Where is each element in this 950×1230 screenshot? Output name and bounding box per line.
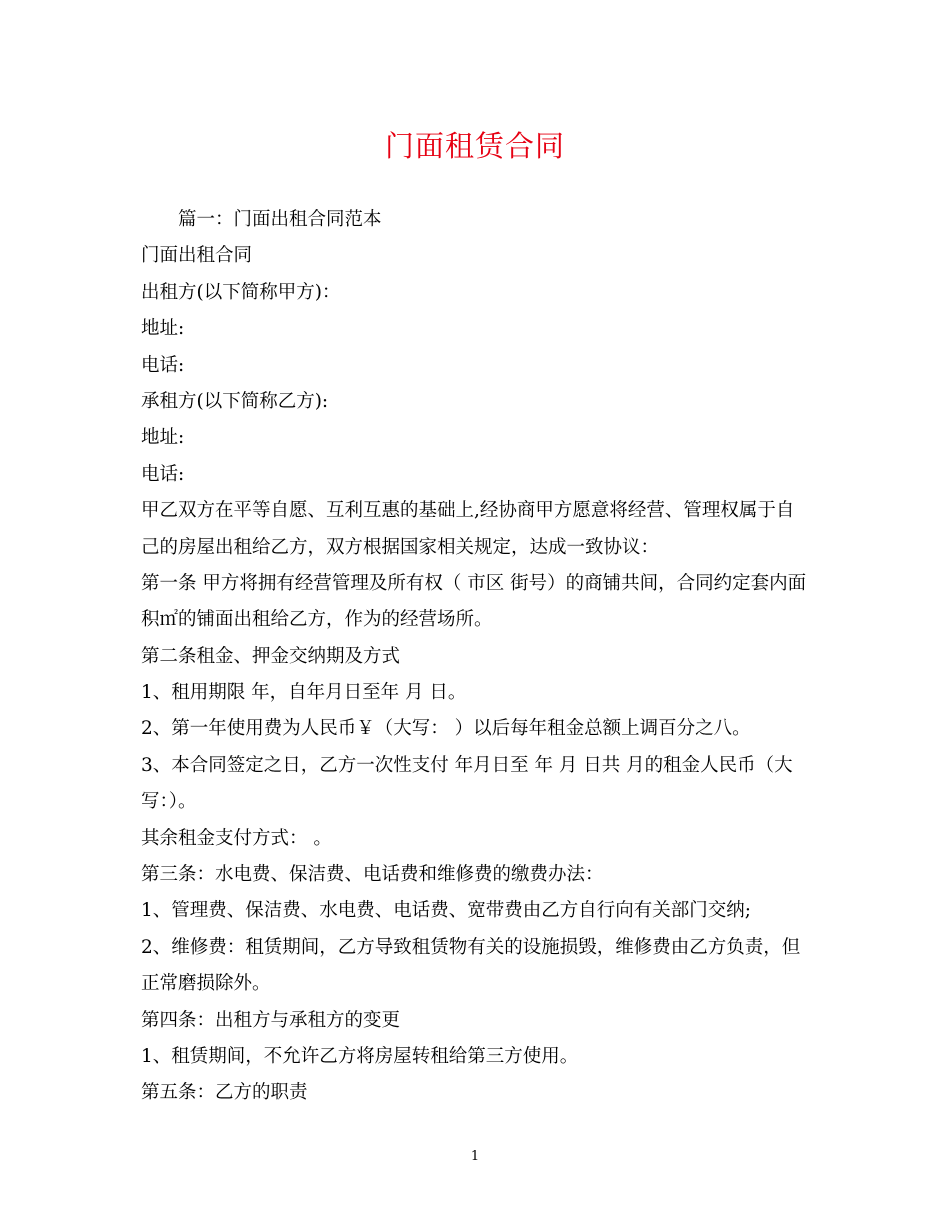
paragraph-line: 己的房屋出租给乙方，双方根据国家相关规定，达成一致协议： xyxy=(141,536,660,558)
clause-line: 1、租用期限 年，自年月日至年 月 日。 xyxy=(141,682,467,704)
document-title: 门面租赁合同 xyxy=(384,129,565,163)
lessee-address-label: 地址: xyxy=(141,427,185,449)
article-heading: 第四条：出租方与承租方的变更 xyxy=(141,1009,401,1031)
lessor-label: 出租方(以下简称甲方)： xyxy=(141,281,341,303)
article-heading: 第三条：水电费、保洁费、电话费和维修费的缴费办法： xyxy=(141,864,604,886)
document-body xyxy=(141,202,811,1112)
article-line: 第一条 甲方将拥有经营管理及所有权（ 市区 街号）的商铺共间，合同约定套内面 xyxy=(141,572,807,594)
article-line: 积㎡的铺面出租给乙方，作为的经营场所。 xyxy=(141,609,493,631)
clause-line: 1、租赁期间，不允许乙方将房屋转租给第三方使用。 xyxy=(141,1045,579,1067)
section-heading: 篇一：门面出租合同范本 xyxy=(178,209,382,230)
article-heading: 第五条：乙方的职责 xyxy=(141,1082,308,1104)
contract-heading: 门面出租合同 xyxy=(141,245,253,267)
lessee-label: 承租方(以下简称乙方): xyxy=(141,390,329,412)
clause-line: 1、管理费、保洁费、水电费、电话费、宽带费由乙方自行向有关部门交纳; xyxy=(141,900,752,922)
clause-line: 其余租金支付方式： 。 xyxy=(141,827,332,849)
clause-line: 2、维修费：租赁期间，乙方导致租赁物有关的设施损毁，维修费由乙方负责，但 xyxy=(141,936,801,958)
clause-line: 2、第一年使用费为人民币￥（大写： ）以后每年租金总额上调百分之八。 xyxy=(141,718,751,740)
clause-line: 正常磨损除外。 xyxy=(141,973,271,995)
paragraph-line: 甲乙双方在平等自愿、互利互惠的基础上,经协商甲方愿意将经营、管理权属于自 xyxy=(141,500,795,522)
article-heading: 第二条租金、押金交纳期及方式 xyxy=(141,645,401,667)
clause-line: 写：）。 xyxy=(141,791,197,813)
lessee-phone-label: 电话: xyxy=(141,463,185,485)
clause-line: 3、本合同签定之日，乙方一次性支付 年月日至 年 月 日共 月的租金人民币（大 xyxy=(141,754,793,776)
page-number: 1 xyxy=(470,1149,480,1164)
lessor-phone-label: 电话: xyxy=(141,354,185,376)
lessor-address-label: 地址: xyxy=(141,318,185,340)
